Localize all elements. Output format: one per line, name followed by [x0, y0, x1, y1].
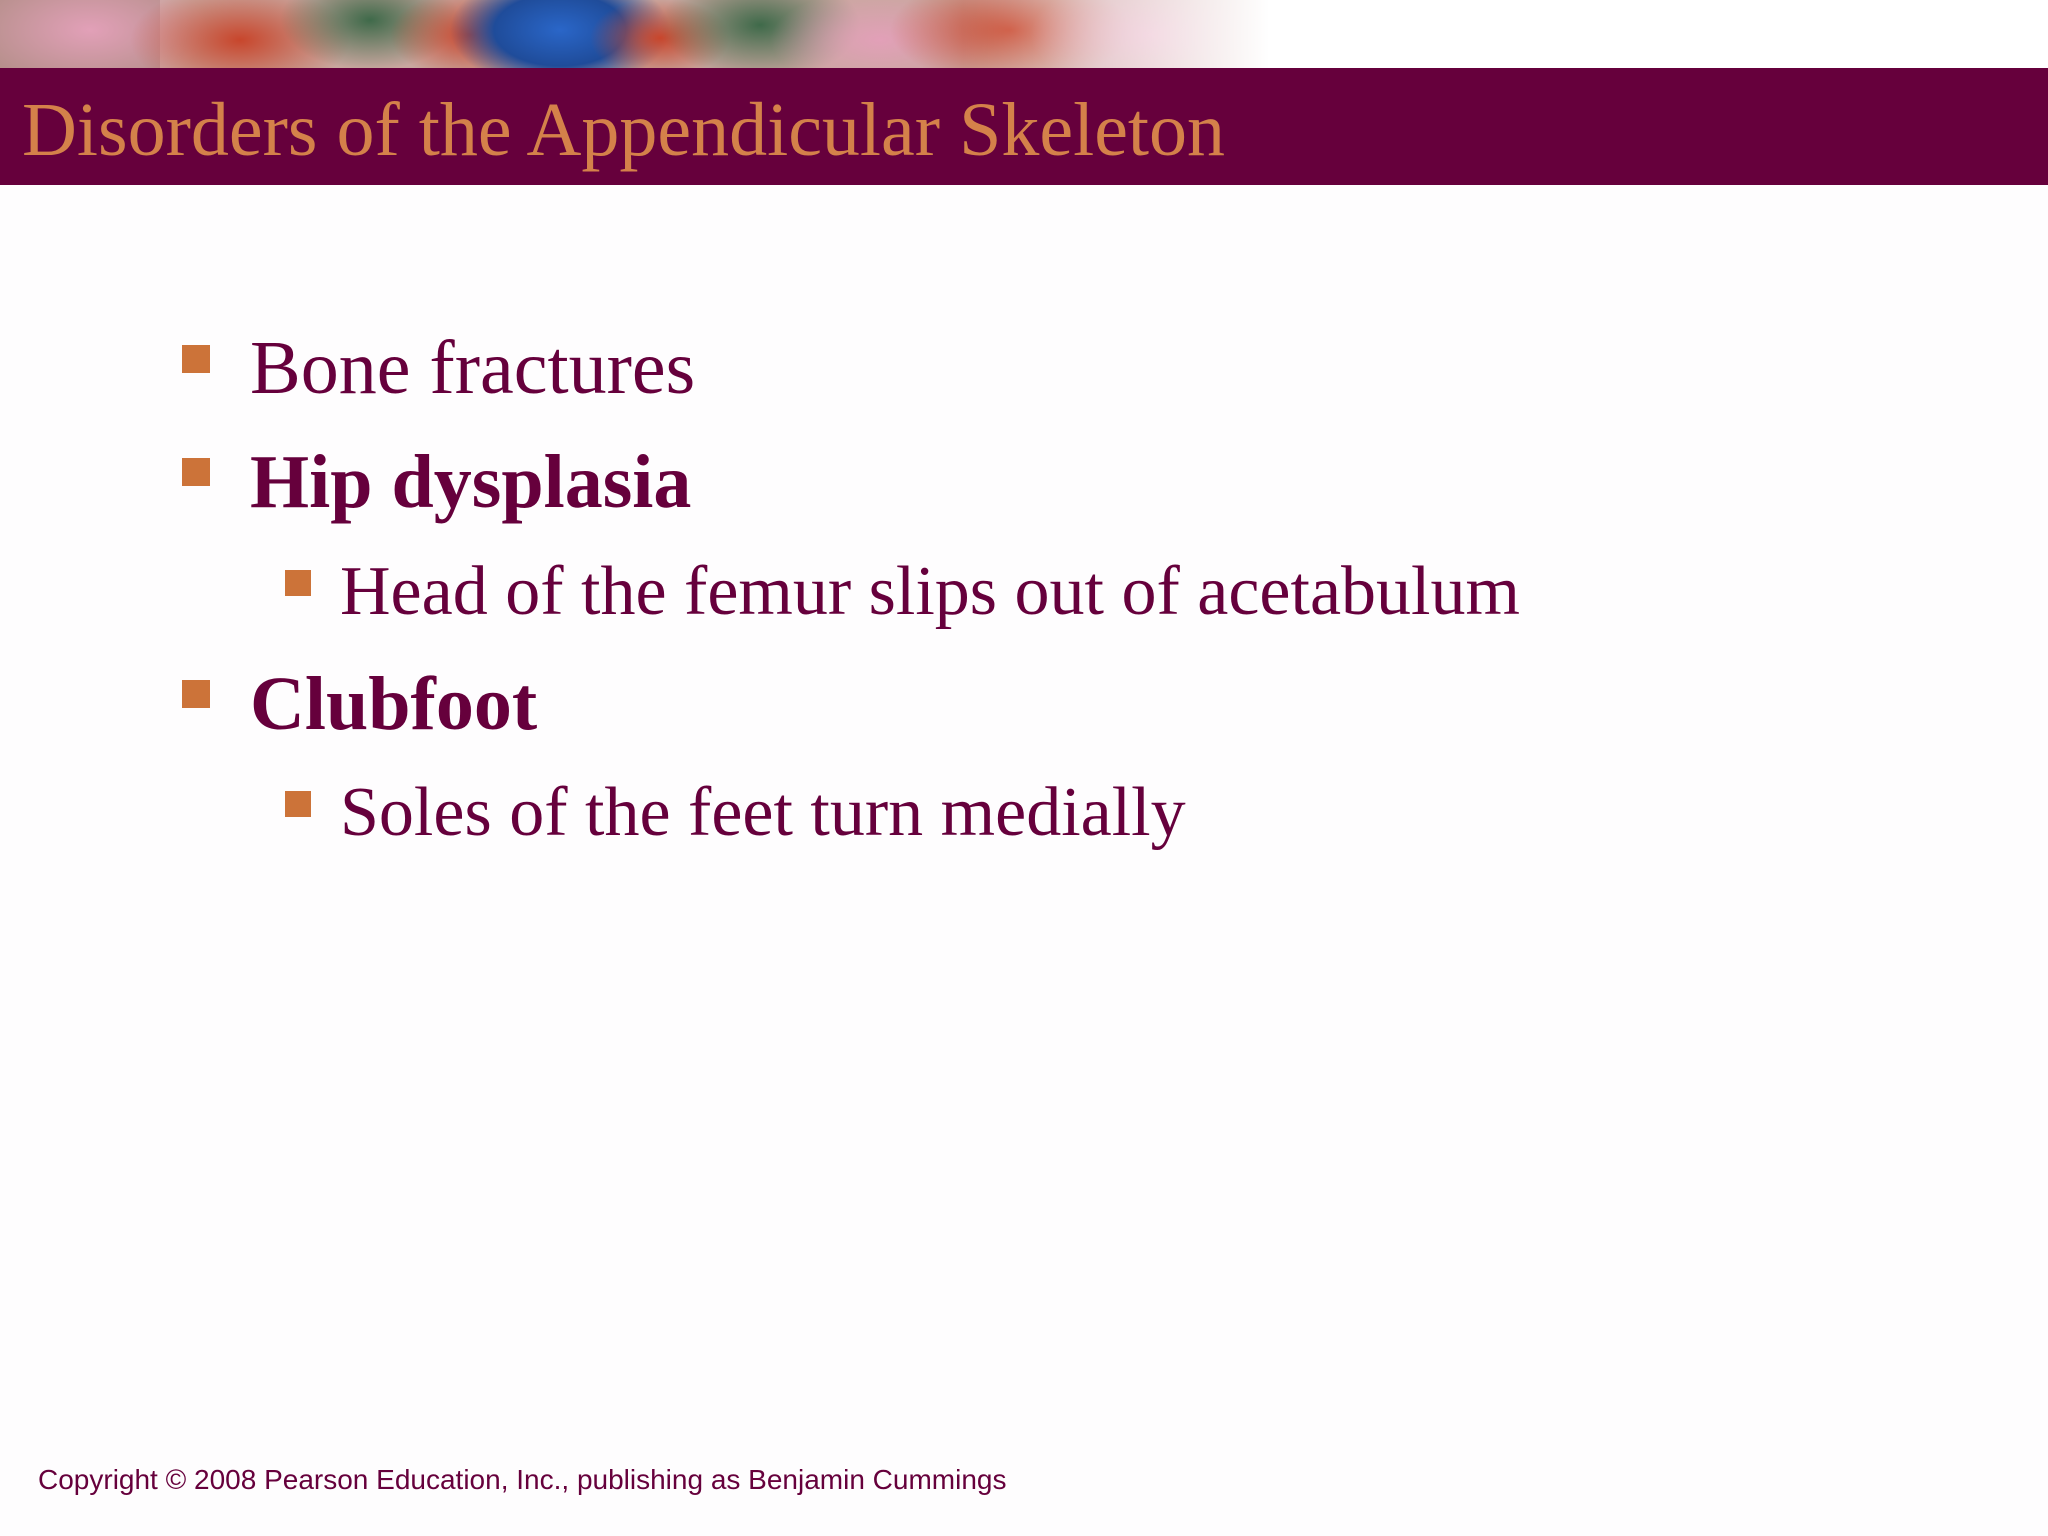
banner-art-image [0, 0, 2048, 68]
bullet-text: Hip dysplasia [250, 440, 692, 524]
bullet-text: Bone fractures [250, 326, 696, 410]
copyright-footer: Copyright © 2008 Pearson Education, Inc., publishing as Benjamin Cummings [38, 1464, 1007, 1495]
square-bullet-icon [182, 458, 210, 486]
sub-bullet-text: Head of the femur slips out of acetabulum [340, 553, 1520, 630]
square-bullet-icon [285, 791, 311, 817]
square-bullet-icon [182, 680, 210, 708]
bullet-text: Clubfoot [250, 662, 538, 746]
slide-title: Disorders of the Appendicular Skeleton [22, 88, 1226, 172]
sub-bullet-text: Soles of the feet turn medially [340, 774, 1186, 851]
square-bullet-icon [285, 570, 311, 596]
square-bullet-icon [182, 345, 210, 373]
